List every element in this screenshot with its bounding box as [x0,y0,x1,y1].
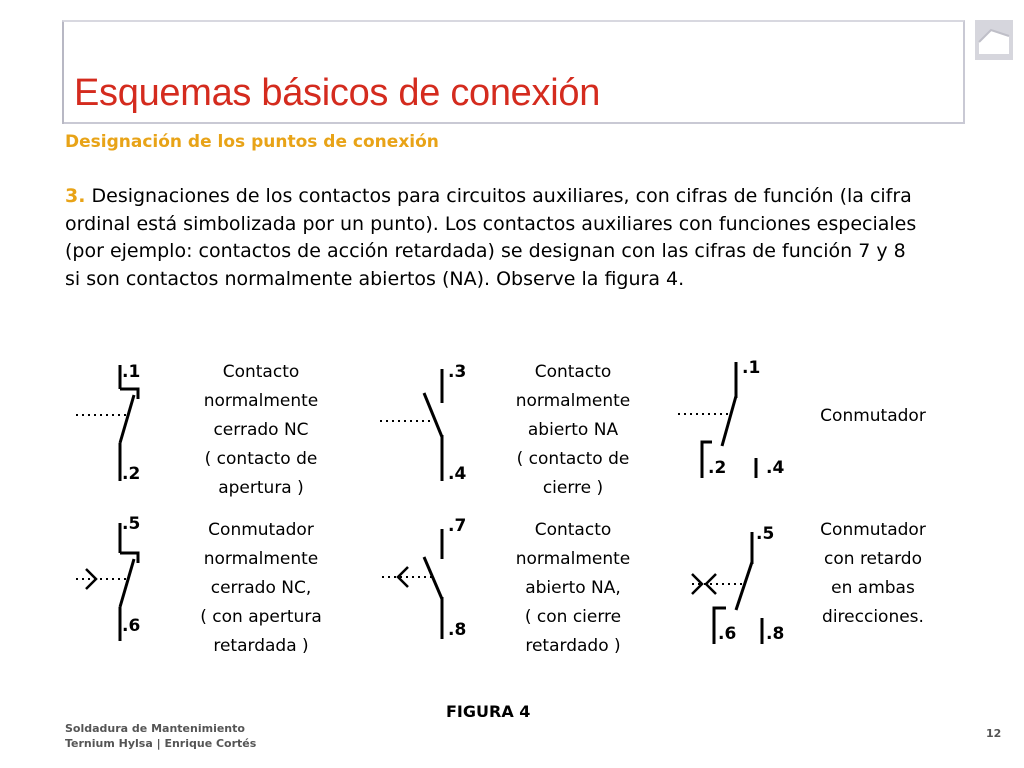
body-paragraph [65,183,925,293]
no-contact-icon [376,365,456,485]
delayed-no-contact-icon [376,523,456,643]
paragraph-number: 3. [65,185,86,207]
section-subtitle: Designación de los puntos de conexión [65,132,439,152]
item3-description: Conmutador [820,406,926,426]
item3-bottom-left-label: .2 [708,458,727,478]
figure-caption: FIGURA 4 [446,702,531,721]
item4-bottom-label: .6 [122,616,141,636]
item2-description: Contacto normalmente abierto NA ( contacto de cierre ) [515,362,631,498]
item6-bottom-left-label: .6 [718,624,737,644]
item5-bottom-label: .8 [448,620,467,640]
item4-description: Conmutador normalmente cerrado NC, ( con apertura retardada ) [200,520,322,656]
company-logo-icon [975,20,1013,60]
item3-top-label: .1 [742,358,761,378]
item3-bottom-right-label: .4 [766,458,785,478]
item6-top-label: .5 [756,524,775,544]
slide-title: Esquemas básicos de conexión [74,72,601,114]
item6-description: Conmutador con retardo en ambas direcciones. [820,520,926,627]
footer-line-2: Ternium Hylsa | Enrique Cortés [65,737,257,750]
item5-top-label: .7 [448,516,467,536]
item4-top-label: .5 [122,514,141,534]
item5-description: Contacto normalmente abierto NA, ( con cierre retardado ) [515,520,631,656]
paragraph-text: Designaciones de los contactos para circuitos auxiliares, con cifras de función (la cifra ordinal está simbolizada por un punto). Los contactos auxiliares con funciones especiales (por ejemplo: contactos de acción retardada) se designan con las cifras de función 7 y 8 si son contactos normalmente abiertos (NA). Observe la figura 4. [65,185,917,290]
item1-bottom-label: .2 [122,464,141,484]
item6-bottom-right-label: .8 [766,624,785,644]
item1-description: Contacto normalmente cerrado NC ( contacto de apertura ) [203,362,319,498]
footer [65,721,256,751]
item2-top-label: .3 [448,362,467,382]
item1-top-label: .1 [122,362,141,382]
footer-line-1: Soldadura de Mantenimiento [65,722,245,735]
item2-bottom-label: .4 [448,464,467,484]
page-number: 12 [986,727,1002,740]
